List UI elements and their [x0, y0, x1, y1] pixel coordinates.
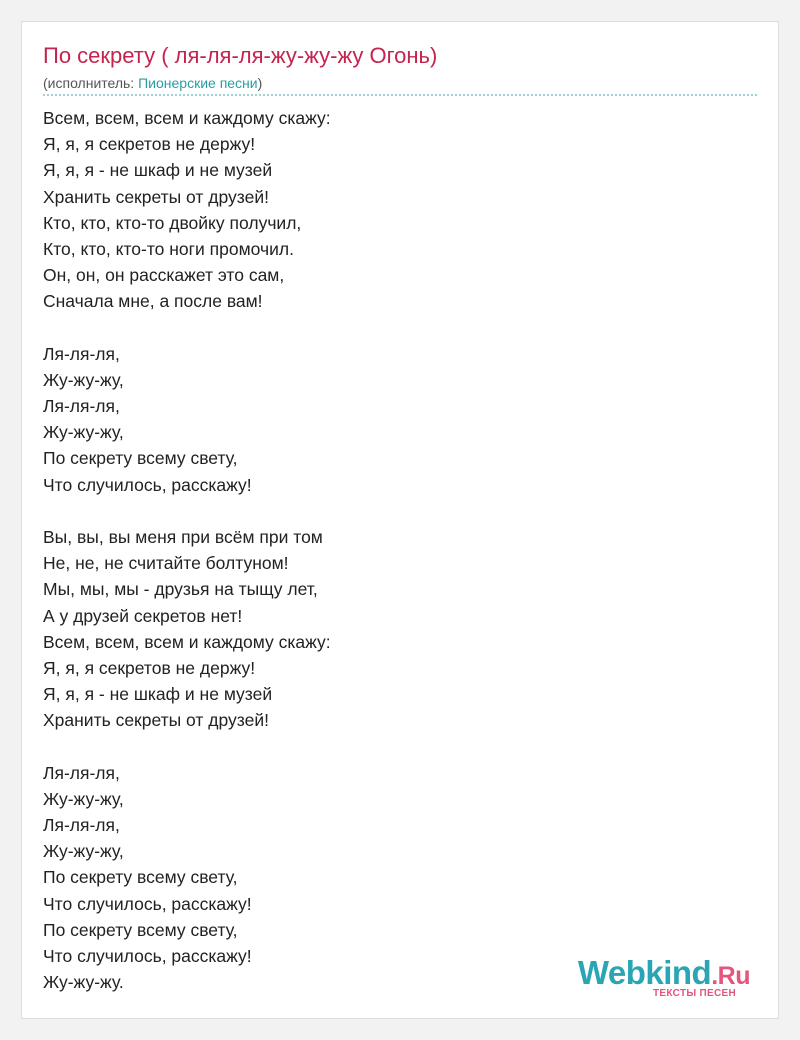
- lyrics-sheet: [21, 21, 779, 1019]
- stanza-gap: [43, 498, 331, 524]
- lyric-line: По секрету всему свету,: [43, 867, 238, 888]
- lyric-line: Не, не, не считайте болтуном!: [43, 553, 289, 574]
- lyric-line: Жу-жу-жу,: [43, 369, 124, 390]
- song-title: По секрету ( ля-ля-ля-жу-жу-жу Огонь): [43, 43, 438, 68]
- lyric-line: Жу-жу-жу,: [43, 422, 124, 443]
- lyric-line: Жу-жу-жу,: [43, 788, 124, 809]
- artist-link[interactable]: Пионерские песни: [138, 75, 258, 91]
- lyric-line: Он, он, он расскажет это сам,: [43, 265, 285, 286]
- webkind-logo[interactable]: [578, 955, 750, 1000]
- lyric-line: Я, я, я - не шкаф и не музей: [43, 684, 273, 705]
- lyric-line: Я, я, я секретов не держу!: [43, 134, 256, 155]
- lyric-line: Сначала мне, а после вам!: [43, 291, 263, 312]
- lyric-line: Всем, всем, всем и каждому скажу:: [43, 631, 331, 652]
- lyric-line: Что случилось, расскажу!: [43, 893, 252, 914]
- logo-name: Webkind: [577, 954, 712, 991]
- lyric-line: Мы, мы, мы - друзья на тыщу лет,: [43, 579, 318, 600]
- lyric-line: Хранить секреты от друзей!: [43, 186, 269, 207]
- lyric-line: Я, я, я секретов не держу!: [43, 657, 256, 678]
- lyric-line: Хранить секреты от друзей!: [43, 710, 269, 731]
- artist-suffix: ): [257, 75, 263, 91]
- lyric-line: Жу-жу-жу.: [43, 972, 124, 993]
- lyric-line: Я, я, я - не шкаф и не музей: [43, 160, 273, 181]
- lyric-line: Кто, кто, кто-то двойку получил,: [43, 212, 302, 233]
- lyrics-text: [43, 105, 331, 995]
- lyric-line: Ля-ля-ля,: [43, 396, 120, 417]
- lyric-line: По секрету всему свету,: [43, 919, 238, 940]
- lyric-line: По секрету всему свету,: [43, 448, 238, 469]
- lyric-line: Ля-ля-ля,: [43, 815, 120, 836]
- stanza-gap: [43, 315, 331, 341]
- logo-tagline: ТЕКСТЫ ПЕСЕН: [653, 988, 736, 999]
- lyric-line: Кто, кто, кто-то ноги промочил.: [43, 238, 294, 259]
- lyric-line: А у друзей секретов нет!: [43, 605, 243, 626]
- lyric-line: Вы, вы, вы меня при всём при том: [43, 527, 323, 547]
- artist-prefix: (исполнитель:: [43, 75, 139, 91]
- artist-line: [43, 74, 262, 92]
- lyric-line: Ля-ля-ля,: [43, 343, 120, 364]
- lyric-line: Что случилось, расскажу!: [43, 946, 252, 966]
- logo-tld: .Ru: [711, 962, 750, 990]
- lyric-line: Жу-жу-жу,: [43, 841, 124, 862]
- lyric-line: Ля-ля-ля,: [43, 762, 120, 783]
- title-divider: [43, 94, 757, 96]
- stanza-gap: [43, 734, 331, 760]
- lyric-line: Что случилось, расскажу!: [43, 474, 252, 495]
- lyric-line: Всем, всем, всем и каждому скажу:: [43, 108, 331, 128]
